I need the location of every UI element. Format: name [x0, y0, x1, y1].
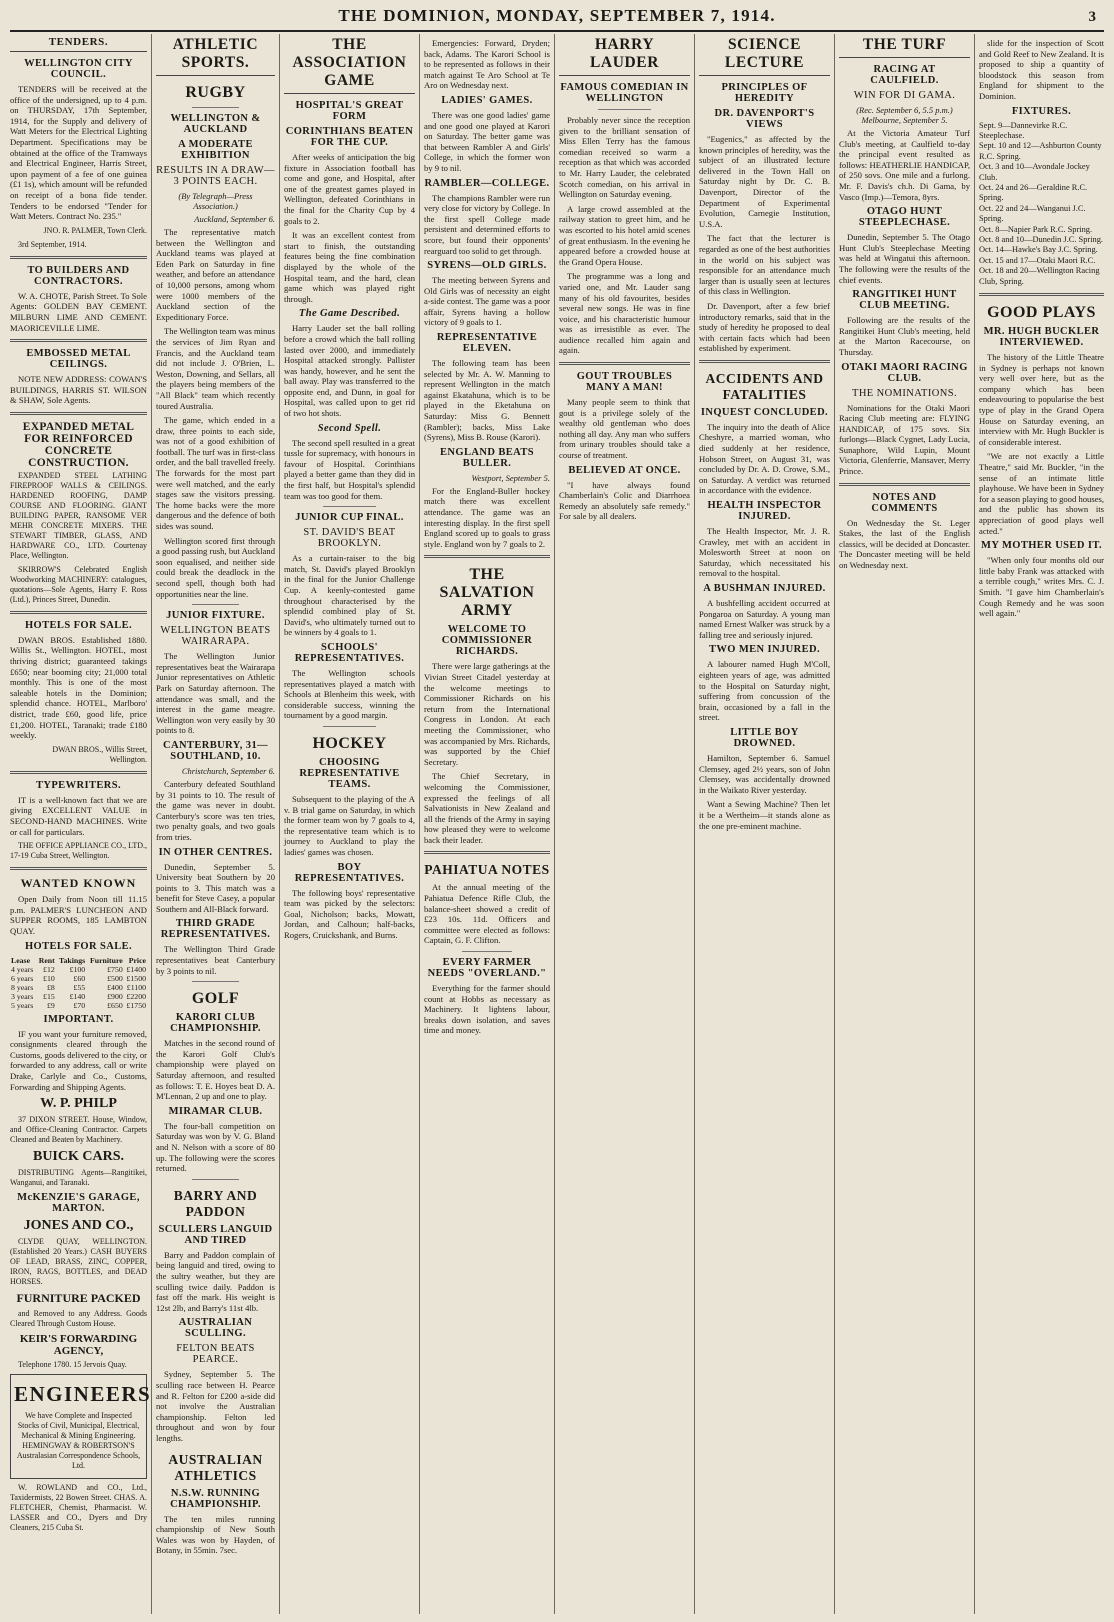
turf-banner: THE TURF — [839, 36, 970, 58]
article-paragraph: Dunedin, September 5. The Otago Hunt Club's Steeplechase Meeting was held at Wingatui this afternoon. The following were the results of the chief events. — [839, 232, 970, 285]
metal-text: EXPANDED STEEL LATHING FIREPROOF WALLS & CEILINGS. HARDENED ROOFING, DAMP COURSE AND FLOORING. GIANT BUILDING PAPER, RANSOME VER MEHR CONCRETE MIXERS. THE STEWART TIMBER, GLASS, AND HARDWARE CO., LTD. Courtenay Place, Wellington. — [10, 470, 147, 560]
hospital-heading: HOSPITAL'S GREAT FORM — [295, 100, 404, 122]
article-paragraph: After weeks of anticipation the big fixture in Association football has come and gone, and Hospital, after one of the greatest games played in Wellington, defeated Corinthians in the final for the Charity Cup by 4 goals to 2. — [284, 152, 415, 226]
list-item: Sept. 9—Dannevirke R.C. Steeplechase. — [979, 120, 1068, 140]
tender-sign: JNO. R. PALMER, Town Clerk. — [43, 225, 147, 235]
typewriters-sign: THE OFFICE APPLIANCE CO., LTD., 17-19 Cuba Street, Wellington. — [10, 841, 147, 861]
table-row: 3 years £15 £140 £900 £2200 — [11, 991, 146, 1001]
miramar-heading: MIRAMAR CLUB. — [168, 1105, 263, 1117]
article-paragraph: A large crowd assembled at the railway station to greet him, and he was escorted to his hotel amid scenes of great enthusiasm. In the evening he appeared before a crowded house at the Grand Opera House. — [559, 203, 691, 267]
article-paragraph: There was one good ladies' game and one good one played at Karori on Saturday. The better game was that between Rambler A and Girls' College, in which the former won by 9 to nil. — [424, 109, 550, 173]
rambler-heading: RAMBLER—COLLEGE. — [424, 177, 550, 189]
article-paragraph: Probably never since the reception given to the brilliant sensation of Miss Ellen Terry has the famous comedian received so warm a reception as that which was accorded to Mr. Harry Lauder, the celebrated Scotch comedian, on his arrival in Wellington on Saturday evening. — [559, 115, 690, 200]
builders-heading: TO BUILDERS AND CONTRACTORS. — [27, 264, 130, 287]
philp-text: 37 DIXON STREET. House, Window, and Office-Cleaning Contractor. Carpets Cleaned and Beaten by Machinery. — [10, 1115, 147, 1145]
article-paragraph: The fact that the lecturer is regarded as one of the best authorities in the world on his subject was responsible for an attendance much larger than is usually seen at lectures of this class in Wellington. — [699, 233, 830, 297]
article-paragraph: Canterbury defeated Southland by 31 points to 10. The result of the game was never in doubt. Canterbury's score was ten tries, two penalty goals, and two goals from tries. — [156, 778, 275, 842]
press-association: (By Telegraph—Press Association.) — [178, 191, 253, 211]
felton-heading: FELTON BEATS PEARCE. — [176, 1343, 255, 1366]
divider — [10, 412, 147, 415]
article-paragraph: On Wednesday the St. Leger Stakes, the last of the English classics, will be decided at Doncaster. The Doncaster meeting will be held on Wednesday next. — [839, 517, 970, 571]
jones-heading: JONES AND CO., — [23, 1218, 134, 1234]
hotels-heading: HOTELS FOR SALE. — [24, 619, 133, 631]
table-row: 4 years £12 £100 £750 £1400 — [11, 964, 146, 974]
article-paragraph: The Chief Secretary, in welcoming the Commissioner, expressed the feelings of all Salvationists in New Zealand and all the friends of the Army in saying how pleased they were to welcome back their leader. — [424, 771, 550, 845]
mother-used-heading: MY MOTHER USED IT. — [981, 540, 1102, 552]
wa-result: RESULTS IN A DRAW—3 POINTS EACH. — [156, 165, 275, 187]
rangitikei-heading: RANGITIKEI HUNT CLUB MEETING. — [852, 289, 957, 312]
article-paragraph: Many people seem to think that gout is a privilege solely of the wealthy old gentleman who does nothing all day. Any man who suffers from urinary troubles should take a course of treatment. — [559, 397, 690, 461]
column-turf — [835, 34, 975, 1614]
list-item: Oct. 24 and 26—Geraldine R.C. Spring. — [979, 183, 1088, 203]
wanted-text: Open Daily from Noon till 11.15 p.m. PALMER'S LUNCHEON AND SUPPER ROOMS, 185 LAMBTON QUAY. — [10, 894, 147, 936]
hotels-col-lease: Lease — [11, 955, 31, 965]
inquest-heading: INQUEST CONCLUDED. — [700, 406, 829, 418]
article-paragraph: The representative match between the Wellington and Auckland teams was played at Eden Park on Saturday in fine weather, and before an attendance of 10,000 persons, among whom were 1000 members of the Auckland section of the Expeditionary Force. — [156, 227, 275, 322]
table-row: 5 years £9 £70 £650 £1750 — [11, 1000, 146, 1010]
caulfield-heading: RACING AT CAULFIELD. — [870, 64, 939, 86]
divider — [10, 256, 147, 259]
engineers-ad — [10, 1374, 152, 1479]
mckenzie-heading: McKENZIE'S GARAGE, MARTON. — [17, 1192, 140, 1215]
caulfield-dateline: (Rec. September 6, 5.5 p.m.) Melbourne, September 5. — [856, 105, 953, 125]
two-men-heading: TWO MEN INJURED. — [708, 644, 821, 656]
second-spell-heading: Second Spell. — [317, 422, 382, 434]
junior-fixture-heading: JUNIOR FIXTURE. — [166, 610, 265, 622]
salvation-heading: THE SALVATION ARMY — [439, 566, 535, 620]
article-paragraph: Hamilton, September 6. Samuel Clemsey, aged 2½ years, son of John Clemsey, was accidentally drowned in the Waikato River yesterday. — [699, 752, 830, 795]
philp-heading: W. P. PHILP — [40, 1096, 117, 1112]
buckler-heading: MR. HUGH BUCKLER INTERVIEWED. — [983, 326, 1100, 349]
article-paragraph: The Health Inspector, Mr. J. R. Crawley, met with an accident in Molesworth Street at noon on Saturday, which necessitated his removal to the hospital. — [699, 526, 830, 579]
believed-heading: BELIEVED AT ONCE. — [568, 464, 681, 476]
bushman-heading: A BUSHMAN INJURED. — [703, 583, 826, 594]
article-paragraph: The four-ball competition on Saturday was won by V. G. Bland and N. Nelson with a score of 80 up. The following were the scores returned. — [156, 1120, 275, 1174]
engineers-heading: ENGINEERS — [14, 1382, 152, 1407]
wanted-heading: WANTED KNOWN — [20, 876, 137, 891]
davenport-heading: DR. DAVENPORT'S VIEWS — [714, 108, 815, 130]
buick-text: DISTRIBUTING Agents—Rangitikei, Wanganui, and Taranaki. — [10, 1168, 147, 1188]
association-banner: THE ASSOCIATION GAME — [284, 36, 415, 94]
hotels-col-rent: Rent — [38, 955, 55, 965]
england-heading: ENGLAND BEATS BULLER. — [440, 446, 534, 469]
article-paragraph: At the Victoria Amateur Turf Club's meeting, at Caulfield to-day the principal event resulted as follows: HEATHERLIE HANDICAP, of 250 sovs. One mile and a furlong. Mr. F. Davis's ch.h. Di Gama, by Vasco (Imp.)—Temora, 8yrs. — [839, 128, 970, 202]
list-item: Oct. 15 and 17—Otaki Maori R.C. — [979, 255, 1096, 265]
masthead — [10, 2, 1104, 32]
article-paragraph: For the England-Buller hockey match there was excellent attendance. The game was an interesting display. In the first spell England scored up to goals to grass style. England won by 7 goals to 2. — [424, 485, 550, 549]
article-paragraph: Dr. Davenport, after a few brief introductory remarks, said that in the study of heredity he proposed to deal with certain facts which had been established by experiment. — [699, 300, 830, 354]
column-science-accidents — [695, 34, 835, 1614]
column-athletic-sports — [152, 34, 280, 1614]
article-paragraph: Following are the results of the Rangitikei Hunt Club's meeting, held at the Marton Racecourse, on Thursday. — [839, 315, 970, 357]
st-davids-heading: ST. DAVID'S BEAT BROOKLYN. — [303, 527, 396, 550]
engineers-text: We have Complete and Inspected Stocks of Civil, Municipal, Electrical, Mechanical & Mining Engineering. HEMINGWAY & ROBERTSON'S Australasian Correspondence Schools, Ltd. — [16, 1411, 141, 1471]
canterbury-dateline: Christchurch, September 6. — [181, 765, 275, 776]
barry-heading: BARRY AND PADDON — [173, 1187, 258, 1219]
builders-text: W. A. CHOTE, Parish Street. To Sole Agents: GOLDEN BAY CEMENT. MILBURN LIME AND CEMENT. MAORICEVILLE LIME. — [10, 290, 147, 333]
article-paragraph: A labourer named Hugh M'Coll, eighteen years of age, was admitted to the Hospital on Saturday night, suffering from concussion of the brain, occasioned by a fall in the street. — [699, 659, 830, 723]
syrens-heading: SYRENS—OLD GIRLS. — [427, 260, 547, 272]
sewing-ad: Want a Sewing Machine? Then let it be a Wertheim—it stands alone as the one pre-eminent machine. — [699, 799, 830, 831]
buick-heading: BUICK CARS. — [32, 1149, 124, 1165]
farmer-heading: EVERY FARMER NEEDS "OVERLAND." — [427, 957, 547, 980]
article-paragraph: Everything for the farmer should count at Hobbs as necessary as Machinery. It lightens labour, breaks down isolation, and saves time and money. — [424, 983, 550, 1036]
divider — [10, 611, 147, 614]
nsw-heading: N.S.W. RUNNING CHAMPIONSHIP. — [170, 1487, 261, 1510]
health-heading: HEALTH INSPECTOR INJURED. — [707, 500, 822, 523]
article-paragraph: The meeting between Syrens and Old Girls was of necessity an eight a-side contest. The game was a poor affair, Syrens having a hollow victory of 9 goals to 1. — [424, 275, 550, 328]
ceilings-text: NOTE NEW ADDRESS: COWAN'S BUILDINGS, HARRIS ST. WILSON & SHAW, Sole Agents. — [10, 374, 147, 406]
aus-sculling-heading: AUSTRALIAN SCULLING. — [178, 1317, 253, 1340]
notes-heading: NOTES AND COMMENTS — [871, 491, 938, 514]
article-paragraph: As a curtain-raiser to the big match, St. David's played Brooklyn in the final for the Junior Challenge Cup. A keenly-contested game throughout characterised by the splendid combined play of St. David's, who ultimately turned out to be winners by 4 goals to 1. — [284, 553, 415, 638]
lauder-banner: HARRY LAUDER — [559, 36, 690, 76]
article-paragraph: The following team has been selected by Mr. A. W. Manning to represent Wellington in the match against Ekatahuna, which is to be played in the Eketahuna on Saturday: Miss G. Bennett (Rambler); backs, Miss Lake (Syrens), Miss B. Rouse (Karori). — [424, 358, 550, 443]
lauder-subheading: FAMOUS COMEDIAN IN WELLINGTON — [560, 82, 689, 104]
list-item: Oct. 3 and 10—Avondale Jockey Club. — [979, 162, 1090, 182]
divider — [10, 867, 147, 870]
article-paragraph: A bushfelling accident occurred at Pongaroa on Saturday. A young man named Ernest Walker was struck by a falling tree and seriously injured. — [699, 598, 830, 640]
hotels-sale-heading: HOTELS FOR SALE. — [24, 940, 133, 952]
list-item: Oct. 8—Napier Park R.C. Spring. — [979, 224, 1093, 234]
article-paragraph: At the annual meeting of the Pahiatua Defence Rifle Club, the balance-sheet showed a credit of £23 10s. 11d. Officers and committee were elected as follows: Captain, G. F. Clifton. — [424, 882, 550, 946]
article-paragraph: Emergencies: Forward, Dryden; back, Adams. The Karori School is to be represented as follows in their match against Te Aro School at Te Aro on Wednesday next. — [424, 38, 550, 91]
otaki-heading: OTAKI MAORI RACING CLUB. — [841, 361, 968, 384]
article-paragraph: slide for the inspection of Scott and Gold Reef to New Zealand. It is proposed to ship a quantity of bloodstock this season from England for shipment to the Dominion. — [979, 38, 1104, 101]
column-classifieds — [6, 34, 152, 1614]
article-paragraph: The programme was a long and varied one, and Mr. Lauder sang many of his old favourites, besides several new songs. He was in fine voice, and his characteristic humour was as irresistible as ever. The audience recalled him again and again. — [559, 271, 690, 356]
hotels-col-takings: Takings — [59, 955, 86, 965]
jones-text: CLYDE QUAY, WELLINGTON. (Established 20 Years.) CASH BUYERS OF LEAD, BRASS, ZINC, COPPER, IRON, RAGS, BOTTLES, and DEAD HORSES. — [10, 1237, 147, 1287]
article-paragraph: Harry Lauder set the ball rolling before a crowd which the ball rolling lasted over 2000, and immediately Hospital attacked strongly. Pallister was handy, however, and he sent the ball away. Play was transferred to the opposite end, and Dunn, in goal for Hospital, was called upon to get rid of two hot shots. — [284, 323, 415, 419]
england-dateline: Westport, September 5. — [471, 472, 550, 483]
di-gama-heading: WIN FOR DI GAMA. — [853, 90, 956, 101]
athletic-banner: ATHLETIC SPORTS. — [156, 36, 275, 76]
hotels-text: DWAN BROS. Established 1880. Willis St., Wellington. HOTEL, most thriving district; guaranteed takings £650; near booming city; 21,000 total monthly. This is one of the most saleable hotels in the Dominion; splendid chance. HOTEL, Marlboro' district, trade £60, good life, price £1,200. HOTEL, Taranaki; trade £180 weekly. — [10, 634, 147, 741]
keirs-text: Telephone 1780. 15 Jervois Quay. — [18, 1360, 127, 1370]
article-paragraph: The Wellington schools representatives played a match with Schools at Blenheim this week, with considerable success, winning the tournament by a good margin. — [284, 667, 415, 721]
typewriters-text: IT is a well-known fact that we are giving EXCELLENT VALUE in SECOND-HAND MACHINES. Write or call for particulars. — [10, 794, 147, 837]
divider — [10, 771, 147, 774]
divider — [10, 339, 147, 342]
article-paragraph: Nominations for the Otaki Maori Racing Club meeting are: FLYING HANDICAP, of 175 sovs. Six furlongs—Black Cygnet, Lady Lucia, Sunaphore, Wild Lupin, Mount Victoria, Glenferrie, Mansaver, Merry Prince. — [839, 402, 970, 477]
hotels-sign: DWAN BROS., Willis Street, Wellington. — [52, 744, 147, 764]
important-text: IF you want your furniture removed, consignments cleared through the Customs, goods delivered to the city, or forwarded to any address, call or write Drake, Carlyle and Co., Customs, Forwarding and Shipping Agents. — [10, 1028, 147, 1092]
other-centres-heading: IN OTHER CENTRES. — [158, 846, 273, 858]
article-paragraph: Barry and Paddon complain of being languid and tired, owing to the sultry weather, but they are sculling twice daily. Paddon is fast off the mark. His weight is 12st 2lb, and Barry's 11st 4lb. — [156, 1249, 275, 1313]
hotels-col-price: Price — [128, 955, 146, 965]
list-item: Oct. 22 and 24—Wanganui J.C. Spring. — [979, 203, 1086, 224]
fixtures-list — [979, 121, 1104, 288]
article-paragraph: The game, which ended in a draw, three points to each side, was not of a good exhibition of football. The turf was in first-class order, and the ball travelled freely. The forwards for the most part were well matched, and the early stages saw the visitors pressing. The home backs were the more dangerous and the defence of both sides was sound. — [156, 415, 275, 532]
article-paragraph: "I have always found Chamberlain's Colic and Diarrhoea Remedy an absolutely safe remedy." For sale by all dealers. — [559, 479, 690, 522]
junior-cup-heading: JUNIOR CUP FINAL. — [295, 512, 404, 524]
tenders-banner: TENDERS. — [10, 36, 147, 52]
article-paragraph: Matches in the second round of the Karori Golf Club's championship were played on Saturday afternoon, and resulted as follows: T. E. Hoyes beat D. A. M'Lennan, 2 up and one to play. — [156, 1038, 275, 1102]
accidents-heading: ACCIDENTS AND FATALITIES — [705, 370, 824, 402]
schools-heading: SCHOOLS' REPRESENTATIVES. — [294, 641, 405, 664]
article-paragraph: The following boys' representative team was picked by the selectors: Goal, Nicholson; backs, Mowatt, Jordan, and Calhoun; half-backs, Rogers, Cruickshank, and Burns. — [284, 887, 415, 940]
wa-heading: WELLINGTON & AUCKLAND — [170, 113, 261, 135]
nominations-heading: THE NOMINATIONS. — [852, 387, 957, 399]
last-ads-text: W. ROWLAND and CO., Ltd., Taxidermists, 22 Bowen Street. CHAS. A. FLETCHER, Chemist, Pharmacist. W. LASSER and CO., Dyers and Dry Cleaners, 215 Cuba St. — [10, 1483, 147, 1533]
article-paragraph: Wellington scored first through a good passing rush, but Auckland soon equalised, and neither side could break the deadlock in the second spell, though both had opportunities near the line. — [156, 535, 275, 599]
science-banner: SCIENCE LECTURE — [699, 36, 830, 76]
furniture-heading: FURNITURE PACKED — [16, 1291, 141, 1306]
wairarapa-heading: WELLINGTON BEATS WAIRARAPA. — [160, 625, 271, 648]
list-item: Oct. 8 and 10—Dunedin J.C. Spring. — [979, 235, 1103, 245]
corinthians-heading: CORINTHIANS BEATEN FOR THE CUP. — [285, 126, 414, 148]
barry-subheading: SCULLERS LANGUID AND TIRED — [158, 1223, 273, 1246]
article-paragraph: The inquiry into the death of Alice Cheshyre, a married woman, who died suddenly at her residence, Hobson Street, on August 31, was concluded by Dr. A. D. Crowe, S.M., on Saturday. A verdict was returned in accordance with the evidence. — [699, 421, 830, 496]
table-row: 6 years £10 £60 £500 £1500 — [11, 973, 146, 983]
list-item: Oct. 14—Hawke's Bay J.C. Spring. — [979, 245, 1098, 255]
boy-reps-heading: BOY REPRESENTATIVES. — [294, 861, 405, 884]
article-paragraph: "Eugenics," as affected by the known principles of heredity, was the subject of an illustrated lecture delivered in the Town Hall on Saturday night by Dr. C. B. Davenport, Director of the Department of Experimental Evolution, Carnegie Institution, U.S.A. — [699, 134, 830, 229]
rep-eleven-heading: REPRESENTATIVE ELEVEN. — [436, 332, 538, 355]
tender-text: TENDERS will be received at the office of the undersigned, up to 4 p.m. on THURSDAY, 17th September, 1914, for the Supply and delivery of Watt Meters for the Electrical Lighting Department. Specifications may be obtained at the office of the Tramways and Electrical Engineer, Harris Street, upon payment of a fee of one guinea (£1 1s), which amount will be refunded on receipt of a bona fide tender. Tenders to be endorsed "Tender for Watt Meters. Contract No. 235." — [10, 84, 147, 222]
hockey-heading: HOCKEY — [312, 734, 387, 752]
canterbury-heading: CANTERBURY, 31—SOUTHLAND, 10. — [162, 739, 268, 762]
article-paragraph: Dunedin, September 5. University beat Southern by 20 points to 3. This match was a benefit for Steve Casey, a popular Southern and All-Black forward. — [156, 861, 275, 914]
article-paragraph: It was an excellent contest from start to finish, the outstanding features being the fine combination displayed by the whole of the Hospital team, and the hard, clean game which was played right through. — [284, 230, 415, 304]
column-hockey-salvation — [420, 34, 555, 1614]
gout-heading: GOUT TROUBLES MANY A MAN! — [576, 371, 673, 394]
ladies-heading: LADIES' GAMES. — [441, 94, 533, 106]
game-described-heading: The Game Described. — [298, 308, 401, 320]
hotels-col-furniture: Furniture — [89, 955, 123, 965]
column-association — [280, 34, 420, 1614]
article-paragraph: The second spell resulted in a great tussle for supremacy, with honours in favour of Hospital. Corinthians played a better game than they did in the first half, but Hospital's splendid team was too good for them. — [284, 437, 415, 501]
masthead-title: THE DOMINION, MONDAY, SEPTEMBER 7, 1914. — [338, 6, 776, 25]
article-paragraph: The Wellington Third Grade representatives beat Canterbury by 3 points to nil. — [156, 944, 275, 976]
hotels-table — [10, 956, 147, 1010]
typewriters-heading: TYPEWRITERS. — [35, 779, 122, 791]
karori-heading: KARORI CLUB CHAMPIONSHIP. — [170, 1012, 261, 1035]
fixtures-heading: FIXTURES. — [1011, 105, 1072, 117]
article-paragraph: Subsequent to the playing of the A v. B trial game on Saturday, in which the former team won by 7 goals to 4, the representative team which is to journey to Auckland to play the ladies' games was chosen. — [284, 793, 415, 857]
article-paragraph: The Wellington team was minus the services of Jim Ryan and Francis, and the Auckland team did not include J. O'Brien, L. Weston, Downing, and Sellars, all the players being members of the "All Black" team which recently toured Australia. — [156, 326, 275, 411]
council-heading: WELLINGTON CITY COUNCIL. — [24, 58, 133, 80]
ceilings-heading: EMBOSSED METAL CEILINGS. — [26, 348, 131, 371]
table-row: 8 years £8 £55 £400 £1100 — [11, 982, 146, 992]
article-paragraph: Sydney, September 5. The sculling race between H. Pearce and R. Felton for £200 a-side did not involve the Australian championship. Felton led throughout and won by four lengths. — [156, 1369, 275, 1443]
pahiatua-heading: PAHIATUA NOTES — [424, 862, 550, 878]
article-paragraph: "When only four months old our little baby Frank was attacked with a terrible cough," writes Mrs. C. J. Smith. "I gave him Chamberlain's Cough Remedy and he was soon well again." — [979, 555, 1104, 619]
column-harry-lauder — [555, 34, 695, 1614]
welcome-heading: WELCOME TO COMMISSIONER RICHARDS. — [441, 624, 533, 658]
hockey-subheading: CHOOSING REPRESENTATIVE TEAMS. — [299, 756, 400, 790]
metal-heading: EXPANDED METAL FOR REINFORCED CONCRETE CONSTRUCTION. — [22, 420, 135, 469]
wa-subheading: A MODERATE EXHIBITION — [178, 139, 253, 161]
wa-dateline: Auckland, September 6. — [194, 214, 275, 224]
page-number: 3 — [1088, 9, 1096, 25]
athletics-heading: AUSTRALIAN ATHLETICS — [168, 1451, 263, 1483]
article-paragraph: The ten miles running championship of New South Wales was won by Hayden, of Botany, in 55min. 7sec. — [156, 1513, 275, 1556]
article-paragraph: "We are not exactly a Little Theatre," said Mr. Buckler, "in the sense of an intimate little playhouse. We have been in Sydney for a season playing to good houses, and the public has shown its appreciation of good plays well acted." — [979, 451, 1104, 536]
tender-date: 3rd September, 1914. — [18, 239, 87, 249]
golf-heading: GOLF — [191, 990, 240, 1008]
drowned-heading: LITTLE BOY DROWNED. — [730, 726, 799, 749]
good-plays-heading: GOOD PLAYS — [987, 304, 1096, 322]
important-heading: IMPORTANT. — [43, 1013, 114, 1025]
article-paragraph: The champions Rambler were run very close for victory by College. In the first spell College made persistent and determined efforts to score, but found their opponents' rearguard too solid to get through. — [424, 192, 550, 256]
furniture-text: and Removed to any Address. Goods Cleared Through Custom House. — [10, 1309, 147, 1329]
article-paragraph: There were large gatherings at the Vivian Street Citadel yesterday at the welcome meetings to Commissioner Richards on his return from the International Congress in London. At each meeting the Commissioner, who was accompanied by Mrs. Richards, was supported by the Chief Secretary. — [424, 661, 550, 767]
keirs-heading: KEIR'S FORWARDING AGENCY, — [19, 1333, 138, 1358]
list-item: Oct. 18 and 20—Wellington Racing Club, Spring. — [979, 266, 1100, 286]
rugby-heading: RUGBY — [185, 84, 246, 101]
third-grade-heading: THIRD GRADE REPRESENTATIVES. — [160, 918, 271, 941]
engines-text: SKIRROW'S Celebrated English Woodworking MACHINERY: catalogues, quotations—Sole Agents, Harry F. Ross (Ltd.), Princes Street, Dunedin. — [10, 564, 147, 604]
otago-heading: OTAGO HUNT STEEPLECHASE. — [858, 206, 951, 229]
article-paragraph: The history of the Little Theatre in Sydney is perhaps not known very well over here, but as the company which has been endeavouring to popularise the best type of play in the Grand Opera House on Saturday evening, an interview with Mr. Hugh Buckler is of considerable interest. — [979, 352, 1104, 447]
article-paragraph: The Wellington Junior representatives beat the Wairarapa Junior representatives on Athletic Park on Saturday afternoon. The attendance was small, and the interest in the game meagre. Wellington won very easily by 30 points to 8. — [156, 651, 275, 736]
column-fixtures-plays — [975, 34, 1108, 1614]
list-item: Sept. 10 and 12—Ashburton County R.C. Spring. — [979, 141, 1102, 161]
heredity-heading: PRINCIPLES OF HEREDITY — [721, 82, 808, 104]
